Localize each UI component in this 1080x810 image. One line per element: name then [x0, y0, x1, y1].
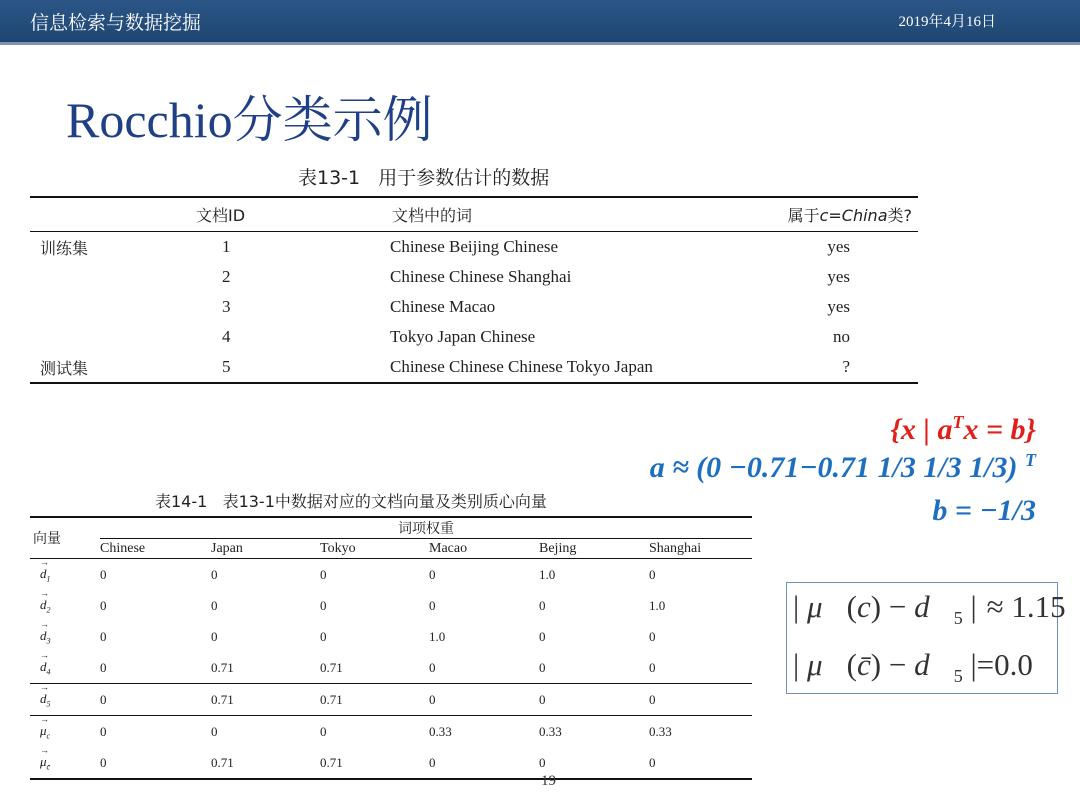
scalar-b-formula: b = −1/3: [932, 494, 1036, 527]
term-weights-header: 词项权重: [100, 517, 752, 539]
table-row: 4 Tokyo Japan Chinese no: [222, 327, 850, 346]
distance-to-not-c: | μ⃗(c̄) − $d⃗_5$ |=0.0: [793, 647, 1033, 687]
slide-header: [0, 0, 1080, 45]
class-header: 属于c=China类?: [690, 197, 918, 232]
distance-to-c: | μ⃗(c) − $d⃗_5$ | ≈ 1.15: [793, 589, 1066, 629]
table2-caption: 表14-1 表13-1中数据对应的文档向量及类别质心向量: [155, 492, 547, 511]
training-data-table: [30, 196, 918, 384]
set-column-header: [30, 197, 160, 232]
vector-weights-table: 向量 词项权重 Chinese Japan Tokyo Macao Bejing Shanghai → $d_1$ 0 0 0 0 1.0 0 → $d_2$ 0 0 0 0 0 1.0 → $d_3$ 0 0 0 1.0 0 0 → $d_4$ 0 0.71 0.71 0 0 0 → $d_5$ 0 0.71 0.71 0 0 0 → $\mu_c$ 0 0 0 0.33 0.33 0.33 → $\mu_{c̄}$ 0 0.71 0.71 0 0 0: [30, 516, 752, 780]
table-row: → $d_3$ 0 0 0 1.0 0 0: [40, 618, 656, 646]
slide-date: 2019年4月16日: [898, 14, 996, 30]
table-row: 测试集 5 Chinese Chinese Chinese Tokyo Japan ?: [30, 352, 918, 383]
doc-words-header: 文档中的词: [282, 197, 690, 232]
table1-caption: 表13-1 用于参数估计的数据: [298, 167, 550, 189]
table-row: → $d_5$ 0 0.71 0.71 0 0 0: [30, 684, 752, 716]
distance-results-box: [786, 582, 1066, 694]
test-set-label: 测试集: [30, 352, 160, 383]
table-row: → $d_1$ 0 0 0 0 1.0 0: [40, 556, 656, 584]
table-row: 3 Chinese Macao yes: [222, 297, 850, 316]
doc-id-header: 文档ID: [160, 197, 282, 232]
table-row: → $\mu_{c̄}$ 0 0.71 0.71 0 0 0: [30, 747, 752, 779]
table-row: → $\mu_c$ 0 0 0 0.33 0.33 0.33: [30, 716, 752, 748]
train-set-label: 训练集: [40, 238, 89, 258]
table-row: → $d_4$ 0 0.71 0.71 0 0 0: [40, 649, 656, 677]
hyperplane-formula: {x | $a^Tx = b$}: [890, 412, 1036, 446]
table-row: → $d_2$ 0 0 0 0 0 1.0: [40, 587, 666, 615]
vector-a-formula: a ≈ (0 −0.71−0.71 1/3 1/3 1/3) $^T$: [649, 450, 1036, 484]
table-row: 2 Chinese Chinese Shanghai yes: [222, 267, 850, 286]
slide-title: Rocchio分类示例: [66, 92, 433, 148]
table-row: 训练集 1 Chinese Beijing Chinese yes: [30, 232, 918, 263]
vector-header: 向量: [30, 517, 100, 559]
page-number: 19: [541, 773, 556, 789]
course-title: 信息检索与数据挖掘: [30, 12, 202, 34]
